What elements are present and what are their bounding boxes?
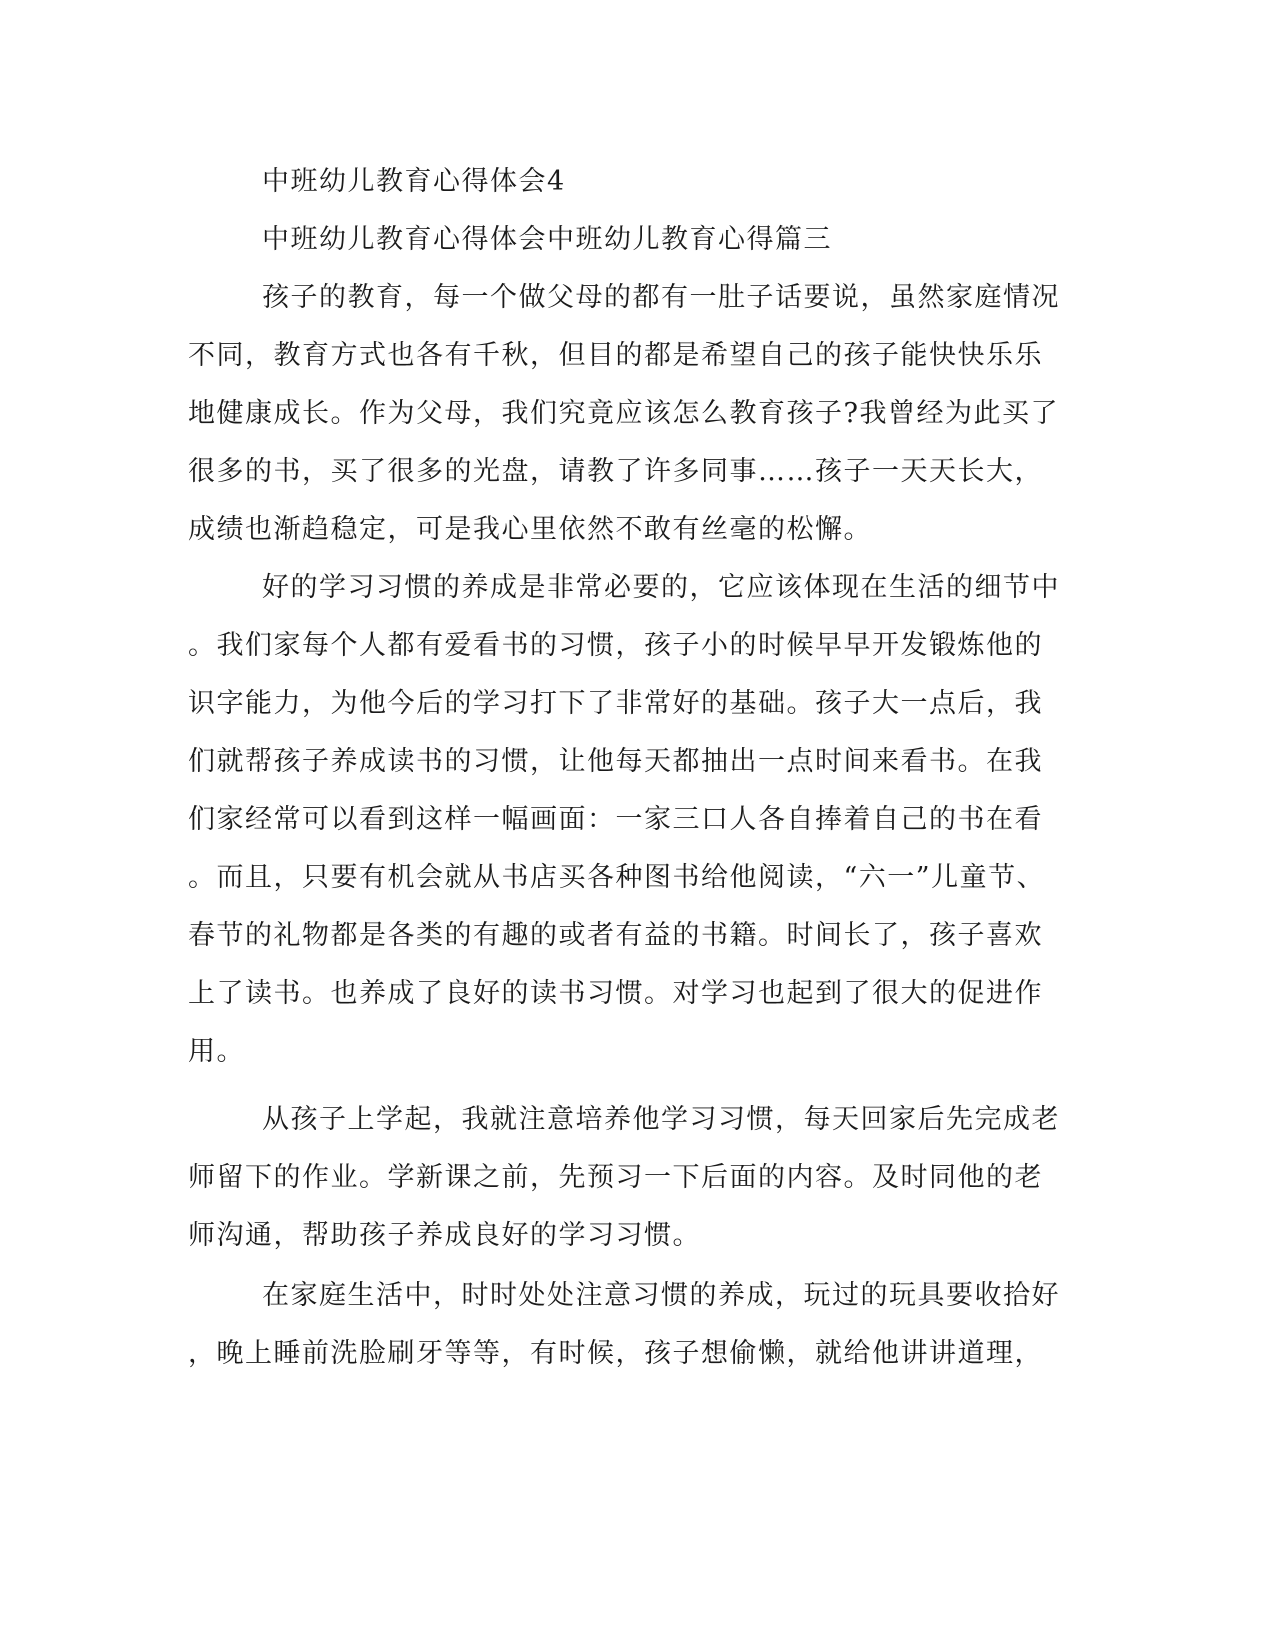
paragraph-line: 很多的书，买了很多的光盘，请教了许多同事……孩子一天天长大， xyxy=(188,456,1043,487)
heading-1: 中班幼儿教育心得体会4 xyxy=(262,166,566,197)
paragraph-line: 成绩也渐趋稳定，可是我心里依然不敢有丝毫的松懈。 xyxy=(188,514,872,545)
paragraph-line: 春节的礼物都是各类的有趣的或者有益的书籍。时间长了，孩子喜欢 xyxy=(188,920,1043,951)
paragraph-line: 从孩子上学起，我就注意培养他学习习惯，每天回家后先完成老 xyxy=(262,1104,1060,1135)
paragraph-line: 师留下的作业。学新课之前，先预习一下后面的内容。及时同他的老 xyxy=(188,1162,1043,1193)
paragraph-line: 。而且，只要有机会就从书店买各种图书给他阅读，“六一”儿童节、 xyxy=(188,862,1046,893)
paragraph-line: 。我们家每个人都有爱看书的习惯，孩子小的时候早早开发锻炼他的 xyxy=(188,630,1043,661)
paragraph-line: 们就帮孩子养成读书的习惯，让他每天都抽出一点时间来看书。在我 xyxy=(188,746,1043,777)
paragraph-line: 好的学习习惯的养成是非常必要的，它应该体现在生活的细节中 xyxy=(262,572,1060,603)
paragraph-line: 识字能力，为他今后的学习打下了非常好的基础。孩子大一点后，我 xyxy=(188,688,1043,719)
paragraph-line: 地健康成长。作为父母，我们究竟应该怎么教育孩子?我曾经为此买了 xyxy=(188,398,1059,429)
paragraph-line: 用。 xyxy=(188,1036,245,1067)
paragraph-line: ，晚上睡前洗脸刷牙等等，有时候，孩子想偷懒，就给他讲讲道理， xyxy=(188,1338,1043,1369)
paragraph-line: 上了读书。也养成了良好的读书习惯。对学习也起到了很大的促进作 xyxy=(188,978,1043,1009)
paragraph-line: 在家庭生活中，时时处处注意习惯的养成，玩过的玩具要收拾好 xyxy=(262,1280,1060,1311)
paragraph-line: 孩子的教育，每一个做父母的都有一肚子话要说，虽然家庭情况 xyxy=(262,282,1060,313)
paragraph-line: 师沟通，帮助孩子养成良好的学习习惯。 xyxy=(188,1220,701,1251)
heading-2: 中班幼儿教育心得体会中班幼儿教育心得篇三 xyxy=(262,224,832,255)
paragraph-line: 不同，教育方式也各有千秋，但目的都是希望自己的孩子能快快乐乐 xyxy=(188,340,1043,371)
paragraph-line: 们家经常可以看到这样一幅画面：一家三口人各自捧着自己的书在看 xyxy=(188,804,1043,835)
